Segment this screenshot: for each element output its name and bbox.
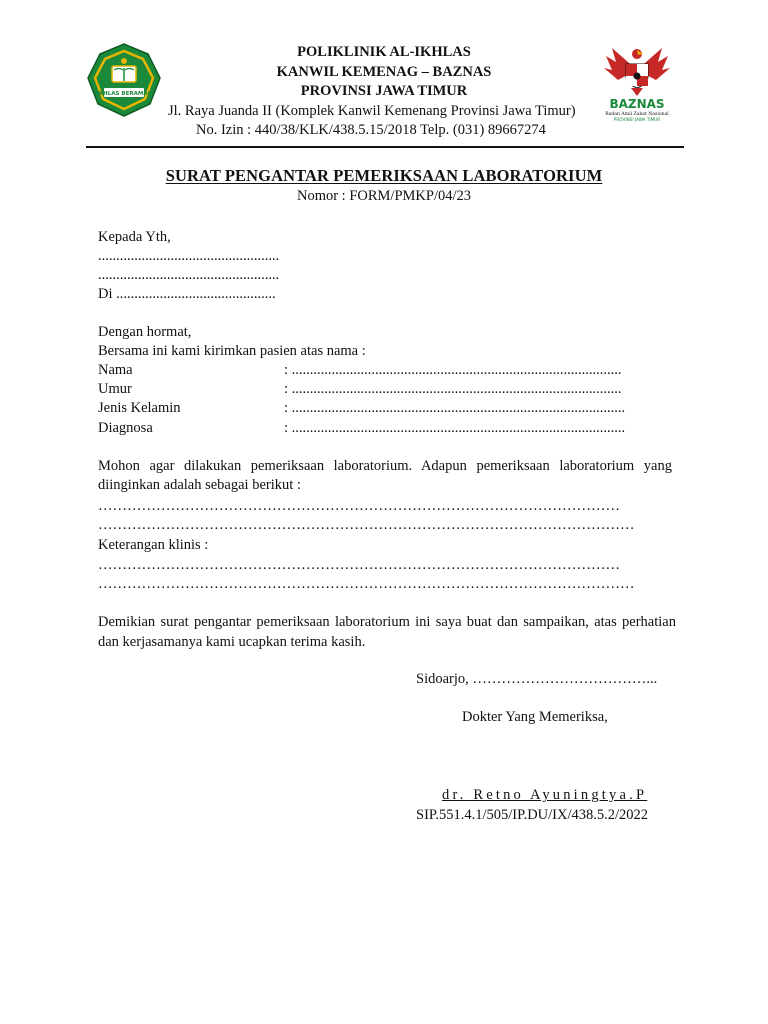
request-dots-line-2: ………………………………………………………………………………………………… xyxy=(98,517,635,533)
signer-title: Dokter Yang Memeriksa, xyxy=(462,709,608,725)
baznas-wordmark: BAZNAS xyxy=(609,97,665,111)
field-value-diagnosa: : ............................................................................................ xyxy=(284,420,626,436)
doctor-name: dr. Retno Ayuningtya.P xyxy=(442,787,648,803)
document-title-text: SURAT PENGANTAR PEMERIKSAAN LABORATORIUM xyxy=(165,166,603,185)
baznas-region: PROVINSI JAWA TIMUR xyxy=(613,117,661,122)
field-value-jenis-kelamin: : ............................................................................................ xyxy=(284,400,626,416)
field-value-umur: : ........................................................................................... xyxy=(284,381,622,397)
field-value-nama: : ........................................................................................... xyxy=(284,362,622,378)
opening-salutation: Dengan hormat, xyxy=(98,324,192,340)
request-paragraph: Mohon agar dilakukan pemeriksaan laboratorium. Adapun pemeriksaan laboratorium yang diinginkan adalah sebagai berikut : xyxy=(98,458,672,493)
recipient-greeting: Kepada Yth, xyxy=(98,229,171,245)
place-date-line: Sidoarjo, ………………………………... xyxy=(416,671,658,687)
intro-sentence: Bersama ini kami kirimkan pasien atas nama : xyxy=(98,343,366,359)
doctor-sip-number: SIP.551.4.1/505/IP.DU/IX/438.5.2/2022 xyxy=(416,807,649,823)
clinical-notes-label: Keterangan klinis : xyxy=(98,537,209,553)
document-title xyxy=(0,166,768,186)
header-address: Jl. Raya Juanda II (Komplek Kanwil Kemenang Provinsi Jawa Timur) xyxy=(168,103,576,119)
baznas-subtitle: Badan Amil Zakat Nasional xyxy=(605,112,669,117)
recipient-line-1: .................................................. xyxy=(98,248,280,264)
recipient-line-2: .................................................. xyxy=(98,267,280,283)
request-dots-line-1: ……………………………………………………………………………………………… xyxy=(98,498,620,514)
recipient-di: Di ............................................ xyxy=(98,286,276,302)
document-number: Nomor : FORM/PMKP/04/23 xyxy=(296,188,472,204)
header-office-name: KANWIL KEMENAG – BAZNAS xyxy=(276,64,492,80)
header-clinic-name: POLIKLINIK AL-IKHLAS xyxy=(297,44,471,60)
header-license: No. Izin : 440/38/KLK/438.5.15/2018 Telp. (031) 89667274 xyxy=(196,122,546,138)
clinical-dots-line-1: ……………………………………………………………………………………………… xyxy=(98,557,620,573)
field-label-nama: Nama xyxy=(98,362,133,378)
kemenag-logo-text: IKHLAS BERAMAL xyxy=(96,91,152,97)
header-province: PROVINSI JAWA TIMUR xyxy=(300,83,468,99)
header-divider xyxy=(86,146,684,148)
field-label-diagnosa: Diagnosa xyxy=(98,420,153,436)
clinical-dots-line-2: ………………………………………………………………………………………………… xyxy=(98,576,635,592)
field-label-umur: Umur xyxy=(98,381,132,397)
closing-paragraph: Demikian surat pengantar pemeriksaan laboratorium ini saya buat dan sampaikan, atas perhatian dan kerjasamanya kami ucapkan terima kasih. xyxy=(98,614,676,650)
field-label-jenis-kelamin: Jenis Kelamin xyxy=(98,400,181,416)
